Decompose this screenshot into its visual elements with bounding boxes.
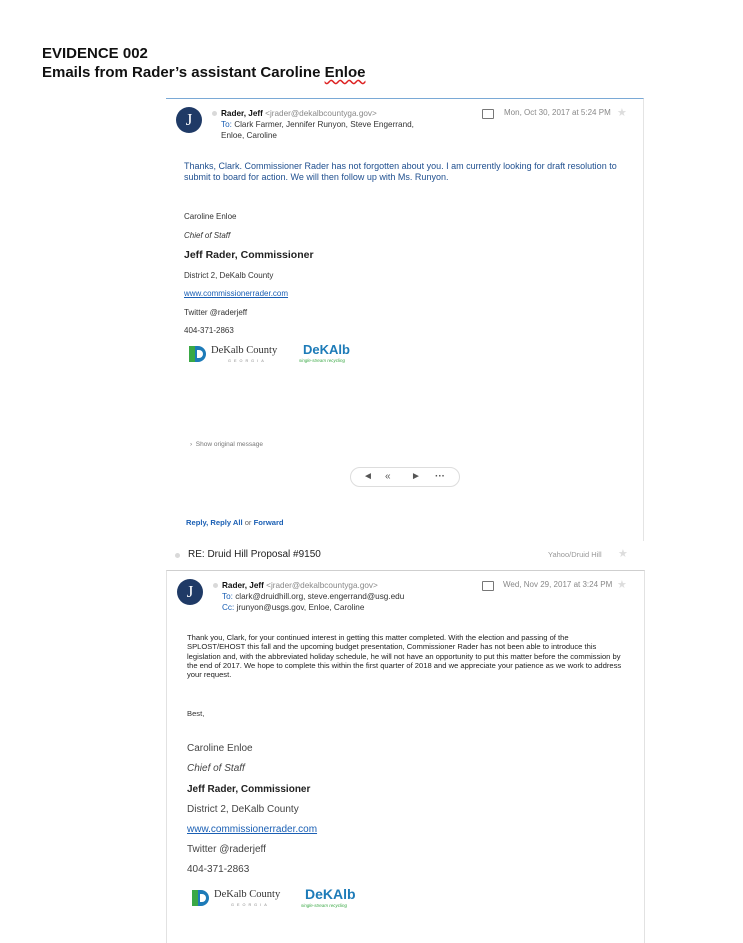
star-icon[interactable]: ★	[617, 579, 627, 591]
logo-tagline: single-stream recycling	[299, 358, 346, 363]
sig-name: Caroline Enloe	[187, 743, 253, 754]
to-label: To:	[221, 120, 232, 129]
logo-dekalb-text: DeKAlb	[303, 342, 350, 357]
title-line-1: EVIDENCE 002	[42, 45, 148, 62]
star-icon[interactable]: ★	[618, 548, 628, 560]
reply-all-icon[interactable]: «	[385, 471, 391, 482]
document-title	[42, 44, 365, 82]
to-recipients[interactable]: clark@druidhill.org, steve.engerrand@usg.edu	[235, 592, 405, 601]
action-bar	[350, 467, 460, 487]
dekalb-county-logo-icon	[188, 345, 206, 363]
email-body: Thank you, Clark, for your continued interest in getting this matter completed. With the election and passing of the SPLOST/EHOST this fall and the upcoming budget presentation, Commissioner Rader has not been able to introduce this legislation and, with the abbreviated holiday schedule, he will not have an opportunity to put this matter before the commission by the end of 2017. We hope to complete this within the first quarter of 2018 and we appreciate your patience as we work to address your request.	[187, 633, 622, 680]
sender-email: <jrader@dekalbcountyga.gov>	[266, 581, 378, 590]
avatar[interactable]: J	[176, 107, 202, 133]
avatar[interactable]: J	[177, 579, 203, 605]
logo-georgia-text: GEORGIA	[228, 359, 267, 363]
thread-subject-row[interactable]	[166, 546, 643, 564]
logo-tagline: single-stream recycling	[301, 903, 348, 908]
sig-name: Caroline Enloe	[184, 212, 237, 221]
logo-county-text: DeKalb County	[211, 345, 278, 356]
more-icon[interactable]: ···	[435, 471, 445, 482]
folder-label[interactable]: Yahoo/Druid Hill	[548, 550, 602, 559]
email-header	[213, 580, 404, 613]
title-line-2	[42, 63, 365, 82]
sig-website-link[interactable]: www.commissionerrader.com	[187, 824, 318, 835]
forward-icon[interactable]: ►	[411, 471, 421, 482]
sender-email: <jrader@dekalbcountyga.gov>	[265, 109, 377, 118]
star-icon[interactable]: ★	[617, 107, 627, 119]
or-label: or	[244, 518, 252, 527]
chevron-right-icon: ›	[190, 441, 193, 448]
to-recipients[interactable]: Clark Farmer, Jennifer Runyon, Steve Engerrand,	[234, 120, 414, 129]
reply-link[interactable]: Reply	[186, 518, 207, 527]
sig-phone: 404-371-2863	[187, 864, 250, 875]
sender-name[interactable]: Rader, Jeff	[221, 109, 263, 118]
to-label: To:	[222, 592, 233, 601]
sig-district: District 2, DeKalb County	[187, 804, 299, 815]
printer-icon[interactable]	[482, 581, 494, 591]
logo-georgia-text: GEORGIA	[231, 903, 270, 907]
sig-twitter: Twitter @raderjeff	[187, 844, 266, 855]
show-original-label: Show original message	[195, 441, 263, 448]
reply-links: Reply, Reply All or Forward	[186, 518, 284, 527]
email-date: Wed, Nov 29, 2017 at 3:24 PM	[503, 580, 613, 589]
title-line-2-text: Emails from Rader’s assistant Caroline	[42, 64, 325, 81]
email-message-1	[166, 98, 644, 541]
unread-dot-icon	[212, 111, 217, 116]
thread-subject: RE: Druid Hill Proposal #9150	[188, 549, 321, 560]
email-header	[212, 108, 414, 141]
dekalb-county-logo-icon	[191, 889, 209, 907]
logo-county-text: DeKalb County	[214, 889, 281, 900]
sig-district: District 2, DeKalb County	[184, 271, 274, 280]
title-enloe: Enloe	[324, 64, 366, 81]
sender-name[interactable]: Rader, Jeff	[222, 581, 264, 590]
unread-dot-icon	[175, 553, 180, 558]
logo-dekalb-text: DeKAlb	[305, 886, 356, 902]
email-message-2	[166, 570, 645, 943]
sig-twitter: Twitter @raderjeff	[184, 308, 248, 317]
show-original-toggle[interactable]	[190, 441, 263, 448]
forward-link[interactable]: Forward	[253, 518, 284, 527]
cc-recipients[interactable]: jrunyon@usgs.gov, Enloe, Caroline	[236, 603, 365, 612]
sig-phone: 404-371-2863	[184, 326, 234, 335]
email-closing: Best,	[187, 709, 205, 718]
cc-label: Cc:	[222, 603, 235, 612]
unread-dot-icon	[213, 583, 218, 588]
sig-commissioner: Jeff Rader, Commissioner	[184, 249, 314, 261]
sig-role: Chief of Staff	[187, 763, 245, 774]
reply-all-link[interactable]: Reply All	[210, 518, 243, 527]
email-date: Mon, Oct 30, 2017 at 5:24 PM	[504, 108, 611, 117]
printer-icon[interactable]	[482, 109, 494, 119]
reply-icon[interactable]: ◄	[363, 471, 373, 482]
to-recipients-cont[interactable]: Enloe, Caroline	[221, 131, 277, 140]
sig-website-link[interactable]: www.commissionerrader.com	[184, 289, 289, 298]
sig-commissioner: Jeff Rader, Commissioner	[187, 784, 311, 795]
email-body: Thanks, Clark. Commissioner Rader has not forgotten about you. I am currently looking for draft resolution to submit to board for action. We will then follow up with Ms. Runyon.	[184, 161, 617, 182]
sig-role: Chief of Staff	[184, 231, 231, 240]
